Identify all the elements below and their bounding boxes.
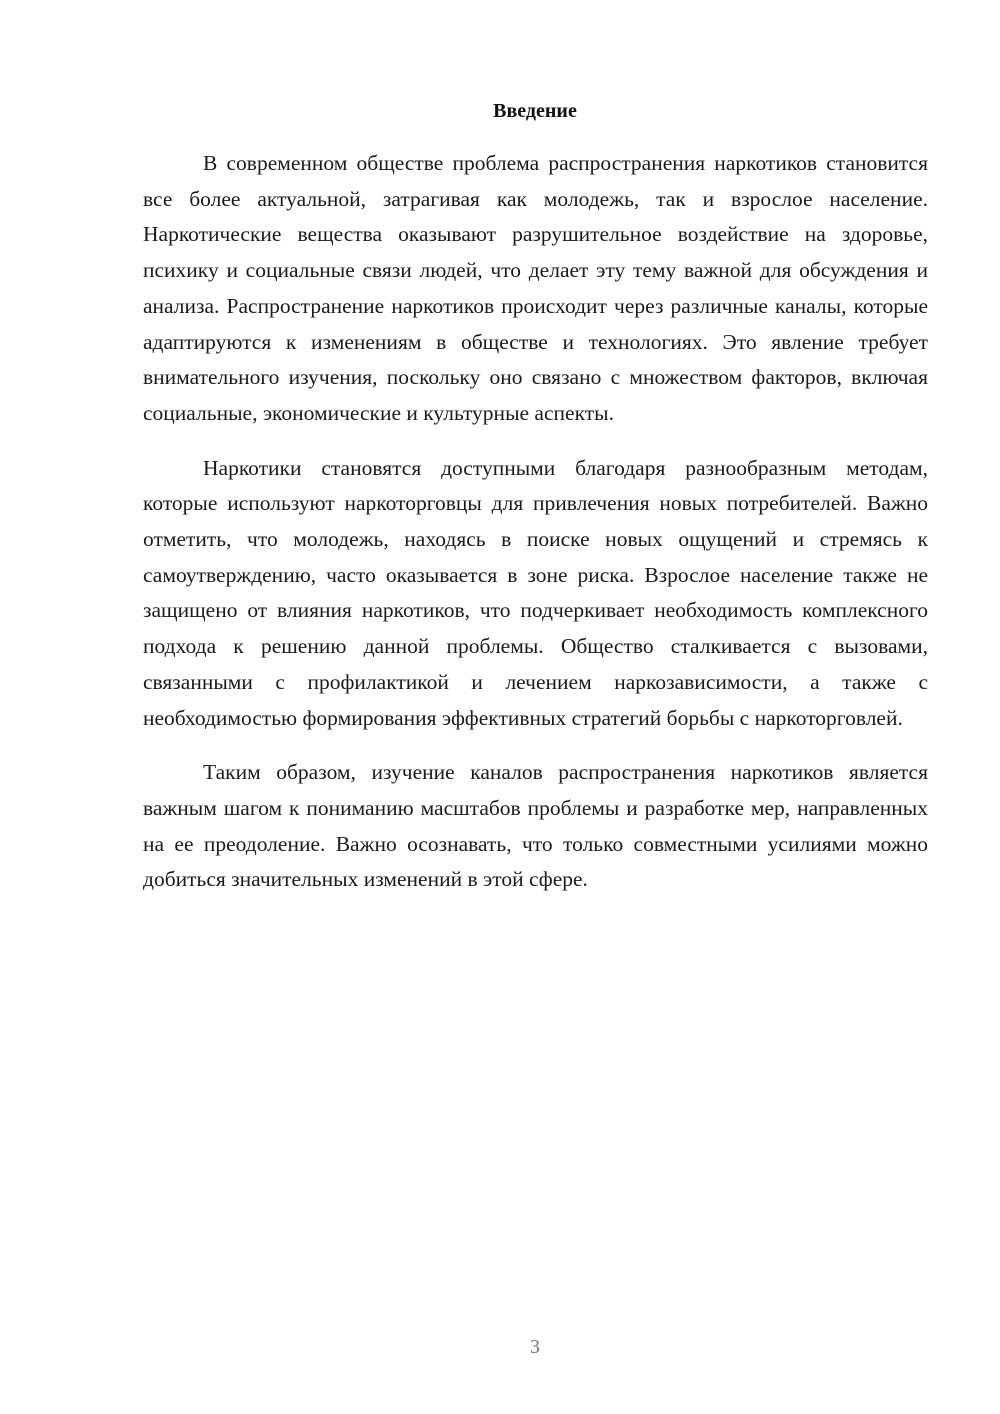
paragraph-3: Таким образом, изучение каналов распространения наркотиков является важным шагом к пониманию масштабов проблемы и разработке мер, направленных на ее преодоление. Важно осознавать, что только совместными усилиями можно добиться значительных изменений в этой сфере.: [143, 760, 928, 892]
page-number: 3: [530, 1336, 540, 1358]
paragraph-2: Наркотики становятся доступными благодаря разнообразным методам, которые используют наркоторговцы для привлечения новых потребителей. Важно отметить, что молодежь, находясь в поиске новых ощущений и стремясь к самоутверждению, часто оказывается в зоне риска. Взрослое население также не защищено от влияния наркотиков, что подчеркивает необходимость комплексного подхода к решению данной проблемы. Общество сталкивается с вызовами, связанными с профилактикой и лечением наркозависимости, а также с необходимостью формирования эффективных стратегий борьбы с наркоторговлей.: [143, 455, 928, 730]
paragraph-1: В современном обществе проблема распространения наркотиков становится все более актуальной, затрагивая как молодежь, так и взрослое население. Наркотические вещества оказывают разрушительное воздействие на здоровье, психику и социальные связи людей, что делает эту тему важной для обсуждения и анализа. Распространение наркотиков происходит через различные каналы, которые адаптируются к изменениям в обществе и технологиях. Это явление требует внимательного изучения, поскольку оно связано с множеством факторов, включая социальные, экономические и культурные аспекты.: [143, 151, 928, 425]
section-heading: Введение: [493, 100, 577, 122]
document-body: [143, 146, 928, 898]
